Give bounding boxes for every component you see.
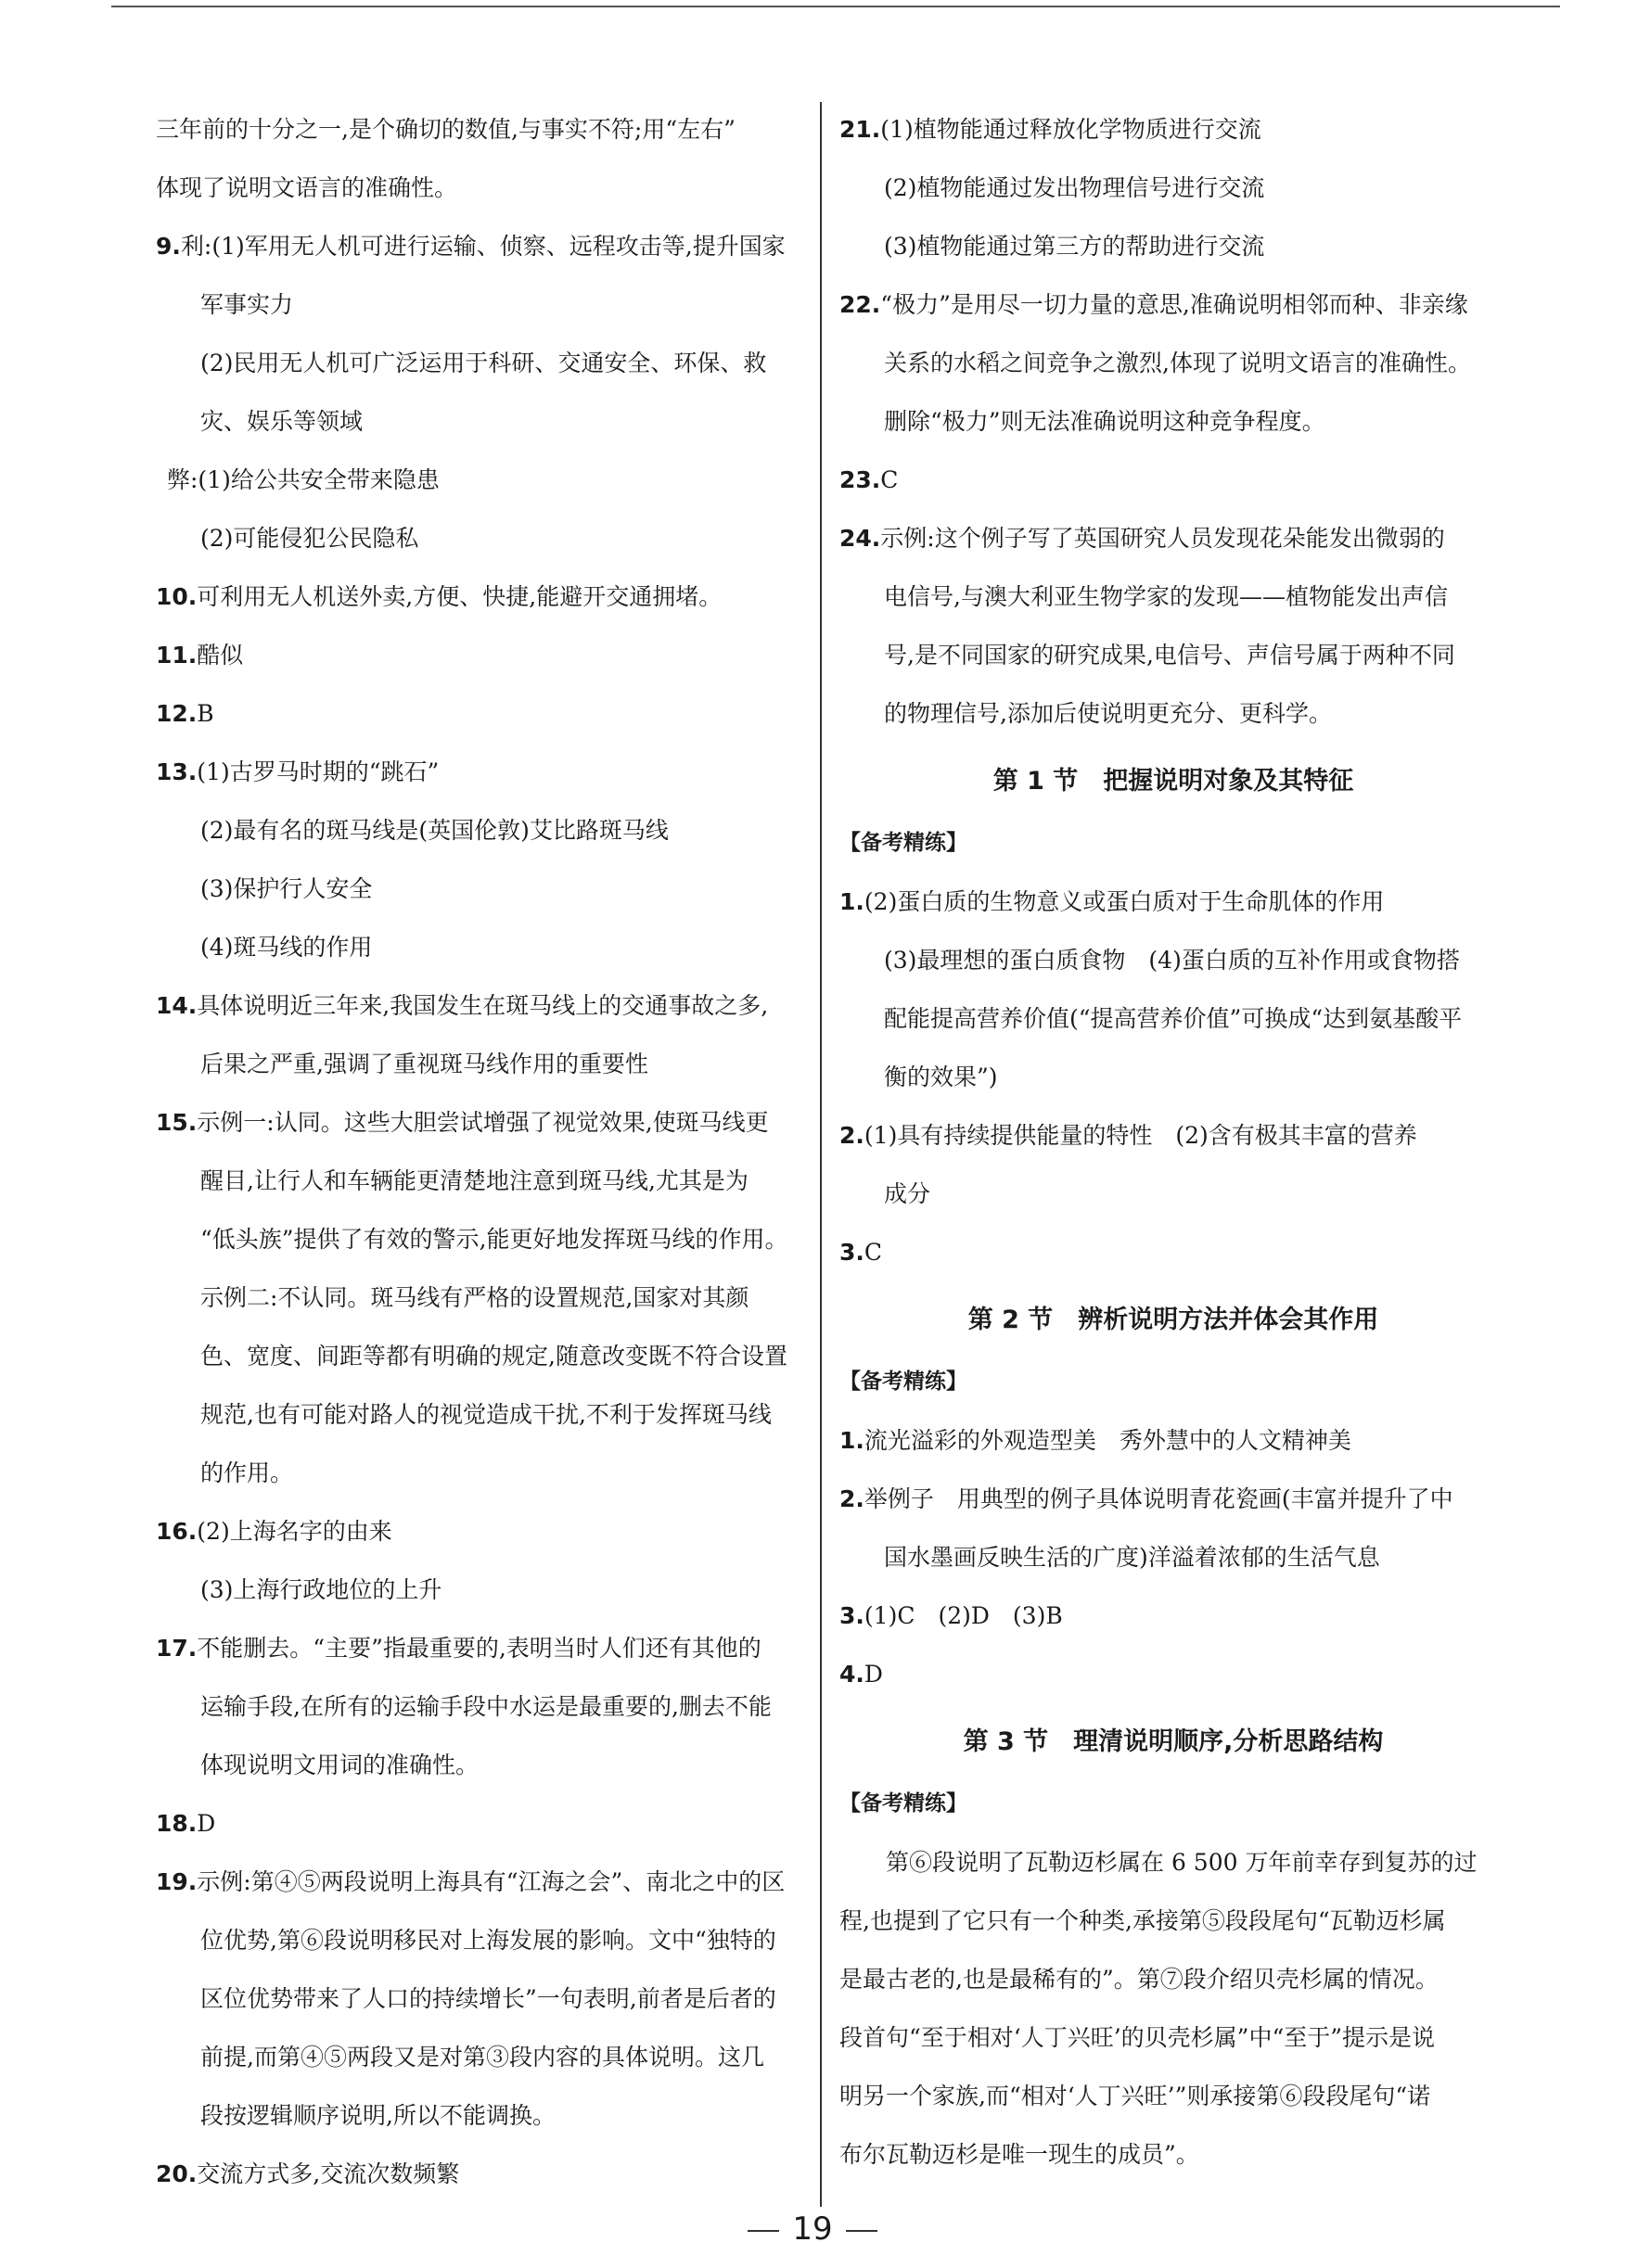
answer-text: 酷似 — [197, 642, 244, 669]
answer-line: 第⑥段说明了瓦勒迈杉属在 6 500 万年前幸存到复苏的过 — [886, 1849, 1478, 1876]
answer-item — [839, 100, 1507, 159]
question-number: 2. — [839, 1122, 864, 1149]
answer-line: 段按逻辑顺序说明,所以不能调换。 — [200, 2102, 556, 2129]
answer-line: 明另一个家族,而“相对‘人丁兴旺’”则承接第⑥段段尾句“诺 — [839, 2083, 1431, 2109]
answer-text: (2)蛋白质的生物意义或蛋白质对于生命肌体的作用 — [864, 888, 1385, 915]
answer-text: (2)上海名字的由来 — [197, 1518, 392, 1545]
answer-text: (1)具有持续提供能量的特性 (2)含有极其丰富的营养 — [864, 1122, 1417, 1149]
answer-line: 衡的效果”) — [884, 1064, 998, 1090]
answer-item — [156, 1093, 796, 1152]
answer-line: 号,是不同国家的研究成果,电信号、声信号属于两种不同 — [884, 642, 1455, 669]
answer-line: 灾、娱乐等领域 — [200, 408, 364, 435]
answer-text: 示例一:认同。这些大胆尝试增强了视觉效果,使斑马线更 — [197, 1109, 769, 1136]
answer-item — [156, 1619, 796, 1677]
question-number: 4. — [839, 1661, 864, 1688]
question-number: 24. — [839, 525, 881, 552]
question-number: 17. — [156, 1635, 198, 1662]
answer-line: (2)最有名的斑马线是(英国伦敦)艾比路斑马线 — [200, 817, 669, 844]
answer-line: 醒目,让行人和车辆能更清楚地注意到斑马线,尤其是为 — [200, 1167, 749, 1194]
answer-item — [156, 1853, 796, 1911]
answer-line: (2)植物能通过发出物理信号进行交流 — [884, 174, 1265, 201]
answer-item — [156, 2145, 796, 2203]
answer-line: (3)上海行政地位的上升 — [200, 1576, 442, 1603]
answer-line: (3)最理想的蛋白质食物 (4)蛋白质的互补作用或食物搭 — [884, 947, 1460, 974]
answer-item — [156, 976, 796, 1035]
answer-line: 体现了说明文语言的准确性。 — [156, 174, 458, 201]
top-rule — [111, 6, 1560, 7]
answer-text: 具体说明近三年来,我国发生在斑马线上的交通事故之多, — [197, 992, 769, 1019]
answer-item — [839, 1411, 1507, 1470]
answer-line: (2)民用无人机可广泛运用于科研、交通安全、环保、救 — [200, 350, 767, 376]
answer-line: 运输手段,在所有的运输手段中水运是最重要的,删去不能 — [200, 1693, 772, 1720]
answer-line: 配能提高营养价值(“提高营养价值”可换成“达到氨基酸平 — [884, 1005, 1463, 1032]
question-number: 20. — [156, 2160, 198, 2187]
page-number: 19 — [792, 2211, 833, 2248]
answer-text: 可利用无人机送外卖,方便、快捷,能避开交通拥堵。 — [197, 583, 723, 610]
answer-text: 利:(1)军用无人机可进行运输、侦察、远程攻击等,提升国家 — [180, 233, 786, 260]
question-number: 1. — [839, 888, 864, 915]
right-column — [839, 100, 1507, 2184]
answer-text: D — [864, 1661, 883, 1688]
answer-line: 关系的水稻之间竞争之激烈,体现了说明文语言的准确性。 — [884, 350, 1471, 376]
answer-line: 位优势,第⑥段说明移民对上海发展的影响。文中“独特的 — [200, 1927, 776, 1954]
answer-line: 区位优势带来了人口的持续增长”一句表明,前者是后者的 — [200, 1985, 776, 2012]
practice-label: 【备考精练】 — [839, 1791, 967, 1816]
answer-line: 三年前的十分之一,是个确切的数值,与事实不符;用“左右” — [156, 116, 736, 143]
answer-item — [839, 509, 1507, 567]
answer-text: 流光溢彩的外观造型美 秀外慧中的人文精神美 — [864, 1427, 1351, 1454]
question-number: 15. — [156, 1109, 198, 1136]
left-column — [156, 100, 796, 2203]
answer-text: D — [197, 1810, 216, 1837]
column-divider — [820, 102, 822, 2207]
answer-item — [156, 1794, 796, 1853]
question-number: 21. — [839, 116, 881, 143]
answer-text: “极力”是用尽一切力量的意思,准确说明相邻而种、非亲缘 — [880, 291, 1468, 318]
question-number: 19. — [156, 1868, 198, 1895]
answer-item — [156, 626, 796, 684]
section-title: 第 3 节 理清说明顺序,分析思路结构 — [963, 1727, 1384, 1756]
answer-item — [156, 567, 796, 626]
answer-line: 电信号,与澳大利亚生物学家的发现——植物能发出声信 — [884, 583, 1448, 610]
answer-line: (3)植物能通过第三方的帮助进行交流 — [884, 233, 1265, 260]
page-footer — [0, 2211, 1625, 2248]
answer-line: 体现说明文用词的准确性。 — [200, 1752, 480, 1778]
question-number: 14. — [156, 992, 198, 1019]
answer-text: C — [864, 1239, 883, 1266]
question-number: 10. — [156, 583, 198, 610]
question-number: 3. — [839, 1602, 864, 1629]
answer-line: (2)可能侵犯公民隐私 — [200, 525, 419, 552]
answer-line: “低头族”提供了有效的警示,能更好地发挥斑马线的作用。 — [200, 1226, 788, 1253]
answer-line: 布尔瓦勒迈杉是唯一现生的成员”。 — [839, 2141, 1199, 2168]
answer-line: 色、宽度、间距等都有明确的规定,随意改变既不符合设置 — [200, 1343, 787, 1370]
answer-item — [156, 217, 796, 275]
answer-line: 规范,也有可能对路人的视觉造成干扰,不利于发挥斑马线 — [200, 1401, 772, 1428]
answer-line: (4)斑马线的作用 — [200, 934, 373, 961]
answer-line: 删除“极力”则无法准确说明这种竞争程度。 — [884, 408, 1325, 435]
footer-dash-right — [846, 2230, 877, 2232]
question-number: 2. — [839, 1485, 864, 1512]
question-number: 18. — [156, 1810, 198, 1837]
answer-item — [839, 275, 1507, 334]
answer-text: 示例:这个例子写了英国研究人员发现花朵能发出微弱的 — [880, 525, 1445, 552]
answer-text: (1)古罗马时期的“跳石” — [197, 758, 440, 785]
answer-item — [156, 743, 796, 801]
answer-item — [839, 873, 1507, 931]
answer-line: 程,也提到了它只有一个种类,承接第⑤段段尾句“瓦勒迈杉属 — [839, 1907, 1446, 1934]
question-number: 3. — [839, 1239, 864, 1266]
answer-text: (1)植物能通过释放化学物质进行交流 — [880, 116, 1261, 143]
question-number: 12. — [156, 700, 198, 727]
answer-line: 军事实力 — [200, 291, 294, 318]
answer-line: 国水墨画反映生活的广度)洋溢着浓郁的生活气息 — [884, 1544, 1380, 1571]
answer-item — [839, 1106, 1507, 1165]
answer-line: 示例二:不认同。斑马线有严格的设置规范,国家对其颜 — [200, 1284, 749, 1311]
answer-line: 前提,而第④⑤两段又是对第③段内容的具体说明。这几 — [200, 2044, 764, 2071]
answer-text: 交流方式多,交流次数频繁 — [197, 2160, 460, 2187]
answer-line: 的作用。 — [200, 1459, 294, 1486]
question-number: 11. — [156, 642, 198, 669]
footer-dash-left — [748, 2230, 779, 2232]
answer-item — [839, 1586, 1507, 1645]
answer-line: 成分 — [884, 1180, 931, 1207]
answer-line: 弊:(1)给公共安全带来隐患 — [167, 466, 440, 493]
answer-line: 的物理信号,添加后使说明更充分、更科学。 — [884, 700, 1332, 727]
question-number: 1. — [839, 1427, 864, 1454]
answer-text: (1)C (2)D (3)B — [864, 1602, 1063, 1629]
question-number: 22. — [839, 291, 881, 318]
answer-text: C — [880, 466, 899, 493]
section-title: 第 2 节 辨析说明方法并体会其作用 — [967, 1306, 1379, 1334]
question-number: 23. — [839, 466, 881, 493]
question-number: 9. — [156, 233, 181, 260]
answer-item — [839, 1223, 1507, 1281]
answer-line: 是最古老的,也是最稀有的”。第⑦段介绍贝壳杉属的情况。 — [839, 1966, 1439, 1993]
question-number: 16. — [156, 1518, 198, 1545]
answer-item — [839, 1470, 1507, 1528]
answer-item — [839, 451, 1507, 509]
answer-line: (3)保护行人安全 — [200, 875, 373, 902]
practice-label: 【备考精练】 — [839, 831, 967, 855]
answer-item — [156, 1502, 796, 1561]
answer-item — [156, 684, 796, 743]
question-number: 13. — [156, 758, 198, 785]
answer-line: 段首句“至于相对‘人丁兴旺’的贝壳杉属”中“至于”提示是说 — [839, 2024, 1436, 2051]
section-title: 第 1 节 把握说明对象及其特征 — [992, 767, 1354, 796]
answer-item — [839, 1645, 1507, 1703]
answer-line: 后果之严重,强调了重视斑马线作用的重要性 — [200, 1051, 648, 1077]
answer-text: B — [197, 700, 214, 727]
practice-label: 【备考精练】 — [839, 1370, 967, 1394]
answer-text: 示例:第④⑤两段说明上海具有“江海之会”、南北之中的区 — [197, 1868, 786, 1895]
answer-text: 举例子 用典型的例子具体说明青花瓷画(丰富并提升了中 — [864, 1485, 1453, 1512]
answer-text: 不能删去。“主要”指最重要的,表明当时人们还有其他的 — [197, 1635, 761, 1662]
